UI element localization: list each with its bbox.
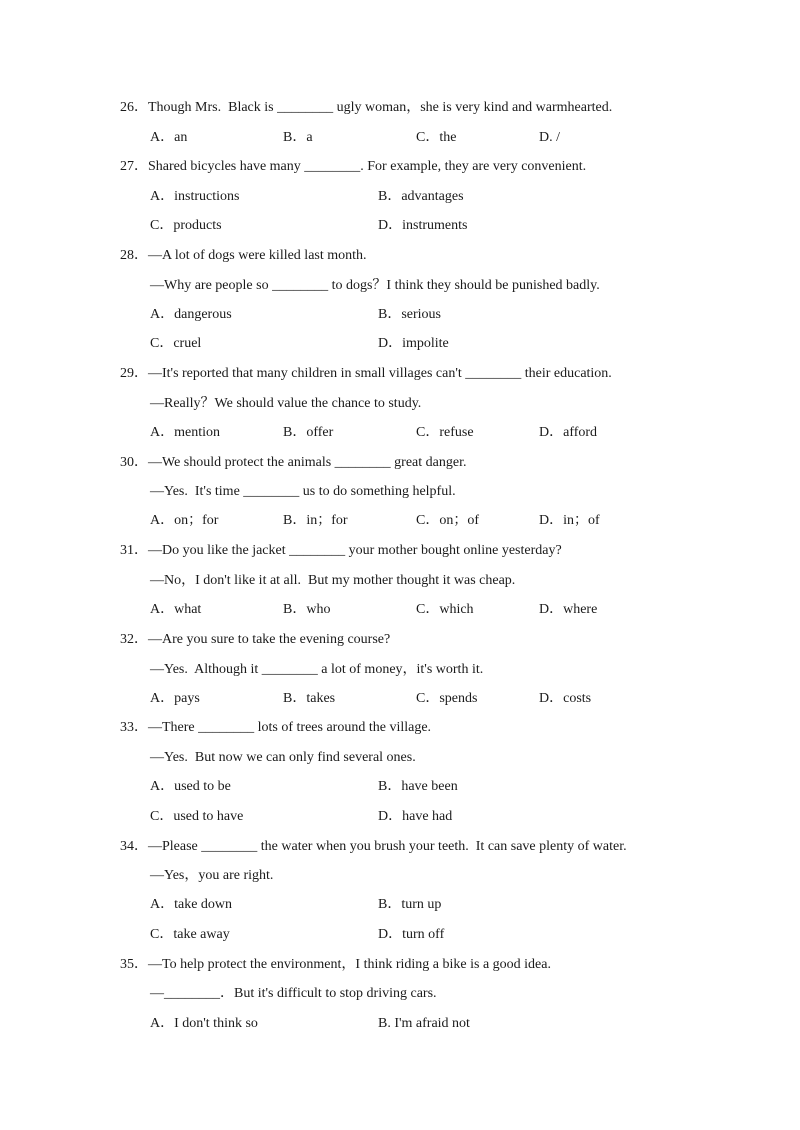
question-30-reply: —Yes. It's time ________ us to do something helpful. xyxy=(150,484,456,499)
question-32-stem: 32．—Are you sure to take the evening course? xyxy=(120,632,391,647)
q34-option-d: D．turn off xyxy=(378,927,445,942)
question-28-reply: —Why are people so ________ to dogs？I think they should be punished badly. xyxy=(150,278,600,293)
q34-option-a: A．take down xyxy=(150,897,233,912)
q31-option-d: D．where xyxy=(539,602,598,617)
q33-option-b: B．have been xyxy=(378,779,458,794)
q34-option-b: B．turn up xyxy=(378,897,442,912)
q30-option-d: D．in；of xyxy=(539,513,600,528)
q33-option-a: A．used to be xyxy=(150,779,231,794)
q32-option-b: B．takes xyxy=(283,691,336,706)
q29-option-a: A．mention xyxy=(150,425,220,440)
q28-option-d: D．impolite xyxy=(378,336,449,351)
question-26-stem: 26．Though Mrs. Black is ________ ugly woman，she is very kind and warmhearted. xyxy=(120,100,613,115)
q26-option-c: C．the xyxy=(416,130,457,145)
question-27-stem: 27．Shared bicycles have many ________. For example, they are very convenient. xyxy=(120,159,587,174)
question-34-reply: —Yes，you are right. xyxy=(150,868,274,883)
q30-option-a: A．on；for xyxy=(150,513,219,528)
q26-option-b: B．a xyxy=(283,130,313,145)
q34-option-c: C．take away xyxy=(150,927,230,942)
question-29-reply: —Really？We should value the chance to study. xyxy=(150,396,422,411)
q32-option-d: D．costs xyxy=(539,691,592,706)
question-31-reply: —No，I don't like it at all. But my mother thought it was cheap. xyxy=(150,573,516,588)
q31-option-b: B．who xyxy=(283,602,331,617)
q35-option-b: B. I'm afraid not xyxy=(378,1016,470,1031)
q29-option-c: C．refuse xyxy=(416,425,474,440)
question-31-stem: 31．—Do you like the jacket ________ your mother bought online yesterday? xyxy=(120,543,562,558)
q29-option-b: B．offer xyxy=(283,425,334,440)
q27-option-c: C．products xyxy=(150,218,222,233)
q33-option-d: D．have had xyxy=(378,809,453,824)
q32-option-c: C．spends xyxy=(416,691,478,706)
q28-option-b: B．serious xyxy=(378,307,441,322)
q29-option-d: D．afford xyxy=(539,425,598,440)
q28-option-a: A．dangerous xyxy=(150,307,232,322)
q26-option-d: D. / xyxy=(539,130,560,145)
question-28-stem: 28．—A lot of dogs were killed last month. xyxy=(120,248,367,263)
q27-option-b: B．advantages xyxy=(378,189,464,204)
q31-option-c: C．which xyxy=(416,602,474,617)
q33-option-c: C．used to have xyxy=(150,809,244,824)
q35-option-a: A．I don't think so xyxy=(150,1016,258,1031)
q28-option-c: C．cruel xyxy=(150,336,202,351)
q32-option-a: A．pays xyxy=(150,691,200,706)
question-33-stem: 33．—There ________ lots of trees around the village. xyxy=(120,720,432,735)
question-33-reply: —Yes. But now we can only find several ones. xyxy=(150,750,416,765)
q30-option-c: C．on；of xyxy=(416,513,479,528)
question-34-stem: 34．—Please ________ the water when you brush your teeth. It can save plenty of water. xyxy=(120,839,627,854)
q27-option-d: D．instruments xyxy=(378,218,468,233)
question-30-stem: 30．—We should protect the animals ________ great danger. xyxy=(120,455,467,470)
question-32-reply: —Yes. Although it ________ a lot of money，it's worth it. xyxy=(150,662,484,677)
q26-option-a: A．an xyxy=(150,130,188,145)
question-29-stem: 29．—It's reported that many children in small villages can't ________ their education. xyxy=(120,366,612,381)
q30-option-b: B．in；for xyxy=(283,513,348,528)
question-35-reply: —________．But it's difficult to stop driving cars. xyxy=(150,986,437,1001)
q31-option-a: A．what xyxy=(150,602,202,617)
question-35-stem: 35．—To help protect the environment，I think riding a bike is a good idea. xyxy=(120,957,551,972)
q27-option-a: A．instructions xyxy=(150,189,240,204)
